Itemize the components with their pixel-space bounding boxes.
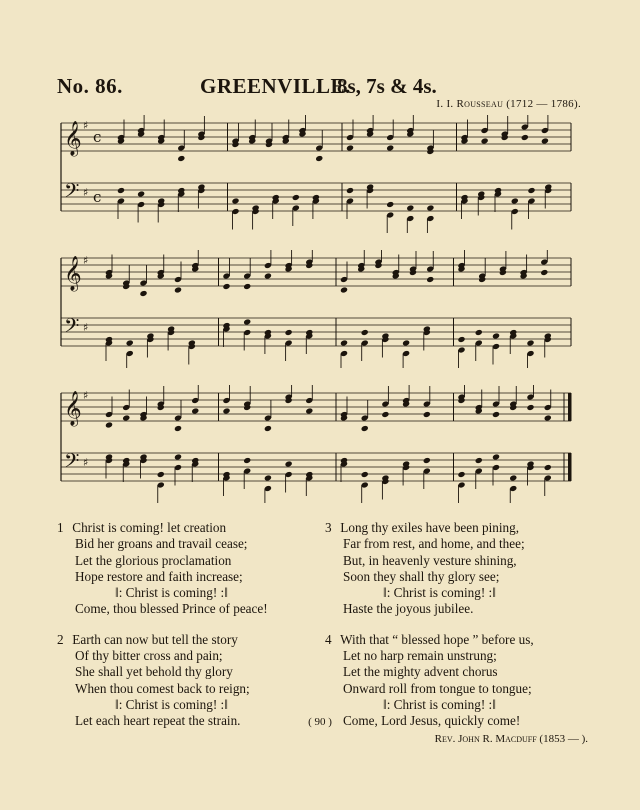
music-system-2: [55, 250, 577, 380]
sharp-icon: ♯: [83, 389, 89, 402]
verse-line: Come, thou blessed Prince of peace!: [75, 601, 268, 617]
final-bar-line: [568, 453, 571, 481]
note-head: [540, 269, 548, 276]
composer-initials: I. I.: [436, 98, 454, 110]
note-head: [174, 453, 182, 460]
note-head: [292, 194, 300, 201]
note-head: [492, 411, 500, 418]
note-head: [264, 425, 272, 432]
author-dates: (1853 — ).: [539, 732, 588, 745]
note-head: [406, 204, 414, 211]
treble-clef-icon: 𝄞: [64, 121, 82, 156]
verse-line: Bid her groans and travail cease;: [75, 536, 248, 552]
verse-line: Let the mighty advent chorus: [343, 664, 498, 680]
note-head: [541, 137, 549, 144]
verse-line: Onward roll from tongue to tongue;: [343, 680, 532, 696]
note-head: [139, 290, 147, 297]
treble-clef-icon: 𝄞: [64, 256, 82, 291]
note-head: [285, 329, 293, 336]
verse-line: But, in heavenly vesture shining,: [343, 552, 517, 568]
verse-line: Haste the joyous jubilee.: [343, 601, 474, 617]
note-head: [340, 286, 348, 293]
music-notation: [55, 385, 577, 503]
note-head: [526, 404, 534, 411]
verse-line: Earth can now but tell the story: [72, 631, 238, 647]
note-head: [346, 144, 354, 151]
note-head: [231, 197, 239, 204]
verse-line: Christ is coming! let creation: [72, 520, 227, 535]
verse-line: With that “ blessed hope ” before us,: [340, 631, 534, 647]
note-head: [402, 339, 410, 346]
note-head: [157, 471, 165, 478]
note-head: [492, 332, 500, 339]
verse-line: Long thy exiles have been pining,: [340, 520, 520, 535]
bass-clef-icon: 𝄢: [64, 449, 80, 477]
note-head: [305, 407, 313, 414]
common-time-icon: c: [93, 188, 102, 206]
note-head: [285, 460, 293, 467]
note-head: [361, 425, 369, 432]
verse-line: Let no harp remain unstrung;: [343, 648, 497, 664]
note-head: [177, 155, 185, 162]
note-head: [386, 201, 394, 208]
composer-credit: [436, 98, 581, 110]
music-notation: [55, 115, 577, 233]
hymn-meter: 8s, 7s & 4s.: [337, 74, 437, 98]
note-head: [174, 425, 182, 432]
verse-line: Soon they shall thy glory see;: [343, 568, 500, 584]
note-head: [117, 187, 125, 194]
common-time-icon: c: [93, 128, 102, 146]
note-head: [426, 276, 434, 283]
note-head: [423, 457, 431, 464]
sharp-icon: ♯: [83, 119, 89, 132]
stanza-4: [323, 632, 588, 747]
verse-line: Of thy bitter cross and pain;: [75, 648, 223, 664]
bass-clef-icon: 𝄢: [64, 179, 80, 207]
sharp-icon: ♯: [83, 254, 89, 267]
author-prefix: Rev.: [434, 732, 456, 745]
final-bar-line: [568, 393, 571, 421]
note-head: [191, 407, 199, 414]
note-head: [222, 407, 230, 414]
note-head: [457, 336, 465, 343]
verse-line: ‖: Christ is coming! :‖: [115, 696, 228, 712]
verse-line: Come, Lord Jesus, quickly come!: [343, 713, 521, 729]
note-head: [475, 329, 483, 336]
note-head: [126, 339, 134, 346]
composer-dates: (1712 — 1786).: [506, 98, 581, 110]
note-head: [511, 197, 519, 204]
treble-clef-icon: 𝄞: [64, 391, 82, 426]
sharp-icon: ♯: [83, 456, 89, 469]
author-name: John R. Macduff: [458, 732, 537, 745]
verse-line: Far from rest, and home, and thee;: [343, 536, 525, 552]
stanza-number: 1: [57, 520, 64, 535]
note-head: [361, 329, 369, 336]
stanza-3: [323, 520, 588, 618]
note-head: [122, 414, 130, 421]
verse-line: ‖: Christ is coming! :‖: [383, 585, 496, 601]
note-head: [340, 339, 348, 346]
stanza-2: [55, 632, 320, 730]
verse-column-left: [55, 520, 320, 744]
verse-line: Hope restore and faith increase;: [75, 568, 243, 584]
hymn-number: No. 86.: [57, 74, 123, 98]
note-head: [243, 283, 251, 290]
page-number: ( 90 ): [308, 716, 332, 728]
note-head: [475, 457, 483, 464]
verse-line: ‖: Christ is coming! :‖: [115, 585, 228, 601]
note-head: [509, 474, 517, 481]
note-head: [386, 144, 394, 151]
author-credit: [323, 731, 588, 747]
sharp-icon: ♯: [83, 321, 89, 334]
verse-line: She shall yet behold thy glory: [75, 664, 233, 680]
stanza-1: [55, 520, 320, 618]
verse-line: Let the glorious proclamation: [75, 552, 232, 568]
note-head: [426, 204, 434, 211]
note-head: [264, 272, 272, 279]
note-head: [381, 411, 389, 418]
note-head: [492, 453, 500, 460]
verse-line: When thou comest back to reign;: [75, 680, 250, 696]
note-head: [346, 187, 354, 194]
note-head: [315, 155, 323, 162]
note-head: [544, 414, 552, 421]
stanza-number: 4: [325, 631, 332, 647]
note-head: [222, 283, 230, 290]
composer-name: Rousseau: [456, 98, 504, 110]
stanza-number: 3: [325, 520, 332, 535]
sharp-icon: ♯: [83, 186, 89, 199]
stanza-number: 2: [57, 631, 64, 647]
note-head: [174, 286, 182, 293]
music-system-3: [55, 385, 577, 515]
note-head: [243, 318, 251, 325]
note-head: [361, 471, 369, 478]
note-head: [521, 134, 529, 141]
music-notation: [55, 250, 577, 368]
note-head: [544, 464, 552, 471]
verse-column-right: [323, 520, 588, 747]
note-head: [527, 187, 535, 194]
hymn-title: GREENVILLE.: [200, 74, 351, 98]
note-head: [457, 471, 465, 478]
note-head: [105, 421, 113, 428]
note-head: [481, 137, 489, 144]
note-head: [526, 339, 534, 346]
note-head: [423, 411, 431, 418]
note-head: [243, 457, 251, 464]
verse-line: ‖: Christ is coming! :‖: [383, 696, 496, 712]
note-head: [137, 190, 145, 197]
bass-clef-icon: 𝄢: [64, 314, 80, 342]
verse-line: Let each heart repeat the strain.: [75, 713, 241, 729]
music-system-1: [55, 115, 577, 245]
note-head: [264, 474, 272, 481]
